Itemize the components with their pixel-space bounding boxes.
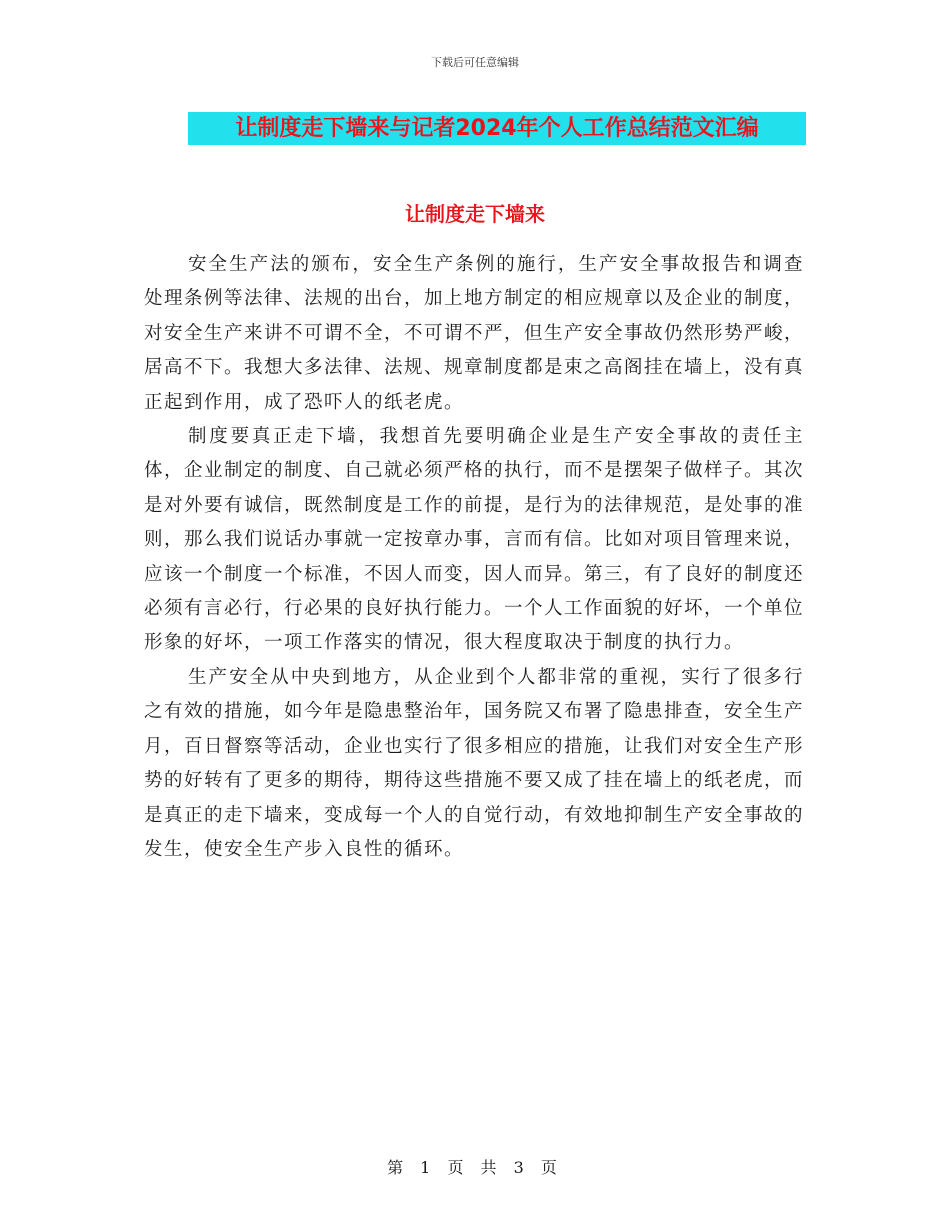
section-title: 让制度走下墙来 <box>405 202 545 226</box>
paragraph-3: 生产安全从中央到地方，从企业到个人都非常的重视，实行了很多行之有效的措施，如今年是隐患整治年，国务院又布署了隐患排查，安全生产月，百日督察等活动，企业也实行了很多相应的措施，让我们对安全生产形势的好转有了更多的期待，期待这些措施不要又成了挂在墙上的纸老虎，而是真正的走下墙来，变成每一个人的自觉行动，有效地抑制生产安全事故的发生，使安全生产步入良性的循环。 <box>144 666 805 860</box>
article-body <box>144 248 804 867</box>
document-title: 让制度走下墙来与记者2024年个人工作总结范文汇编 <box>188 112 806 145</box>
page-number: 第 1 页 共 3 页 <box>387 1158 563 1177</box>
paragraph-2: 制度要真正走下墙，我想首先要明确企业是生产安全事故的责任主体，企业制定的制度、自己就必须严格的执行，而不是摆架子做样子。其次是对外要有诚信，既然制度是工作的前提，是行为的法律规范，是处事的准则，那么我们说话办事就一定按章办事，言而有信。比如对项目管理来说，应该一个制度一个标准，不因人而变，因人而异。第三，有了良好的制度还必须有言必行，行必果的良好执行能力。一个人工作面貌的好坏，一个单位形象的好坏，一项工作落实的情况，很大程度取决于制度的执行力。 <box>144 426 805 654</box>
paragraph-1: 安全生产法的颁布，安全生产条例的施行，生产安全事故报告和调查处理条例等法律、法规的出台，加上地方制定的相应规章以及企业的制度，对安全生产来讲不可谓不全，不可谓不严，但生产安全事故仍然形势严峻，居高不下。我想大多法律、法规、规章制度都是束之高阁挂在墙上，没有真正起到作用，成了恐吓人的纸老虎。 <box>144 254 805 413</box>
header-note: 下载后可任意编辑 <box>431 56 519 69</box>
